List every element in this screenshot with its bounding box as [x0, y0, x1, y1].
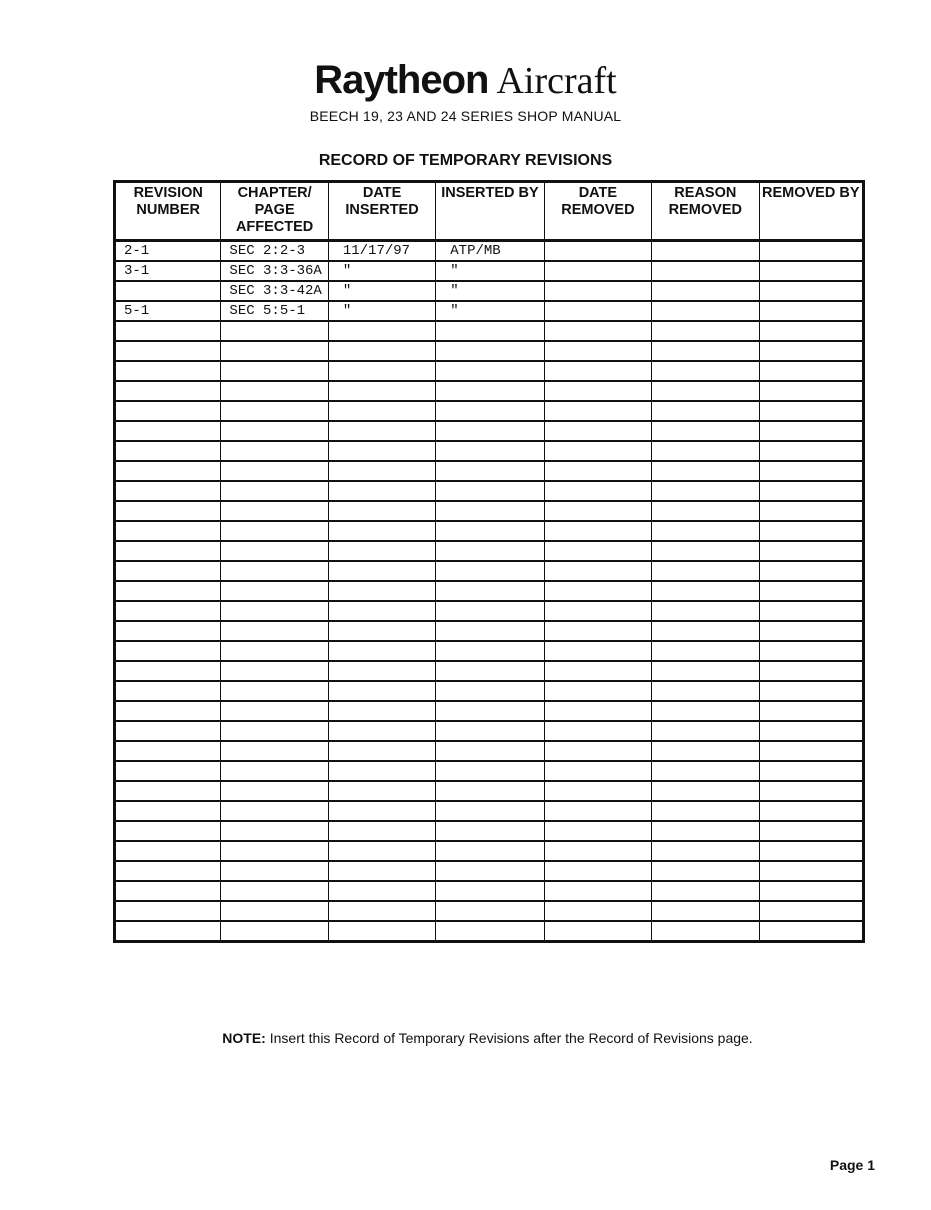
table-cell [221, 581, 328, 601]
table-row-blank [115, 621, 864, 641]
table-row-blank [115, 361, 864, 381]
table-cell [759, 741, 863, 761]
table-cell [652, 801, 759, 821]
table-cell [328, 841, 435, 861]
note-label: NOTE: [222, 1030, 266, 1046]
table-cell [652, 861, 759, 881]
table-cell [115, 581, 221, 601]
table-cell [759, 761, 863, 781]
table-cell [115, 561, 221, 581]
table-cell [436, 381, 544, 401]
table-cell [115, 641, 221, 661]
table-cell [544, 381, 651, 401]
table-cell [759, 841, 863, 861]
table-cell [544, 721, 651, 741]
table-row-blank [115, 481, 864, 501]
table-cell [328, 541, 435, 561]
table-cell [544, 581, 651, 601]
table-cell [544, 861, 651, 881]
table-row-blank [115, 881, 864, 901]
column-header-reason-removed: REASON REMOVED [652, 182, 759, 241]
table-cell [221, 621, 328, 641]
table-cell [652, 421, 759, 441]
table-cell [544, 561, 651, 581]
table-cell [544, 321, 651, 341]
note-text: Insert this Record of Temporary Revisions after the Record of Revisions page. [265, 1030, 753, 1046]
table-cell [759, 481, 863, 501]
table-row-blank [115, 381, 864, 401]
table-cell [436, 421, 544, 441]
table-cell [328, 621, 435, 641]
table-row-blank [115, 821, 864, 841]
table-cell [436, 761, 544, 781]
table-cell [221, 761, 328, 781]
table-cell [652, 661, 759, 681]
table-cell [328, 801, 435, 821]
table-cell [652, 361, 759, 381]
table-cell [544, 701, 651, 721]
table-cell [544, 521, 651, 541]
table-cell [652, 901, 759, 921]
table-row-blank [115, 441, 864, 461]
table-row-blank [115, 561, 864, 581]
table-cell [115, 861, 221, 881]
table-cell [759, 241, 863, 262]
logo-brand: Raytheon [314, 58, 489, 102]
table-cell [436, 361, 544, 381]
table-cell [544, 441, 651, 461]
table-cell [115, 681, 221, 701]
table-row-blank [115, 641, 864, 661]
table-cell [328, 741, 435, 761]
table-cell [328, 501, 435, 521]
table-cell [652, 481, 759, 501]
table-cell [759, 681, 863, 701]
table-cell [759, 801, 863, 821]
table-cell [544, 921, 651, 942]
table-cell [652, 701, 759, 721]
table-cell [544, 841, 651, 861]
table-cell [115, 421, 221, 441]
table-cell [221, 861, 328, 881]
table-row [115, 261, 864, 281]
table-cell [652, 261, 759, 281]
table-cell [652, 761, 759, 781]
table-cell [759, 881, 863, 901]
table-cell [544, 641, 651, 661]
table-cell [328, 821, 435, 841]
table-row-blank [115, 521, 864, 541]
table-cell [115, 541, 221, 561]
table-cell [544, 281, 651, 301]
table-cell [652, 681, 759, 701]
table-cell [759, 721, 863, 741]
table-cell [115, 341, 221, 361]
table-cell [544, 361, 651, 381]
table-cell [759, 701, 863, 721]
table-cell [221, 541, 328, 561]
table-cell [115, 741, 221, 761]
table-cell: " [328, 281, 435, 301]
table-row [115, 281, 864, 301]
table-cell [652, 401, 759, 421]
table-cell [759, 461, 863, 481]
table-cell [652, 381, 759, 401]
table-cell [328, 901, 435, 921]
table-cell [652, 881, 759, 901]
table-cell [652, 541, 759, 561]
table-cell [759, 441, 863, 461]
table-cell [436, 521, 544, 541]
table-cell [544, 261, 651, 281]
table-cell [221, 641, 328, 661]
table-cell [221, 681, 328, 701]
table-row-blank [115, 841, 864, 861]
table-cell [436, 341, 544, 361]
table-cell [328, 361, 435, 381]
table-row-blank [115, 501, 864, 521]
table-cell [328, 441, 435, 461]
table-cell: " [436, 281, 544, 301]
table-cell [759, 261, 863, 281]
table-cell [115, 441, 221, 461]
table-cell [115, 841, 221, 861]
column-header-removed-by: REMOVED BY [759, 182, 863, 241]
table-cell [221, 441, 328, 461]
table-cell: SEC 2:2-3 [221, 241, 328, 262]
table-cell [652, 341, 759, 361]
table-cell [759, 341, 863, 361]
table-cell [436, 681, 544, 701]
column-header-chapter-page: CHAPTER/ PAGE AFFECTED [221, 182, 328, 241]
table-row-blank [115, 581, 864, 601]
table-cell [544, 461, 651, 481]
page-number: Page 1 [829, 1157, 875, 1173]
table-cell [115, 401, 221, 421]
table-cell [544, 401, 651, 421]
table-cell [328, 481, 435, 501]
table-cell [221, 521, 328, 541]
table-cell [652, 741, 759, 761]
table-cell [436, 741, 544, 761]
table-cell [328, 701, 435, 721]
table-cell [544, 301, 651, 321]
table-cell [115, 321, 221, 341]
table-cell: 11/17/97 [328, 241, 435, 262]
table-row-blank [115, 701, 864, 721]
table-cell: SEC 5:5-1 [221, 301, 328, 321]
page-title: RECORD OF TEMPORARY REVISIONS [318, 152, 613, 169]
table-cell [544, 801, 651, 821]
table-cell [759, 921, 863, 942]
table-cell [436, 701, 544, 721]
table-row-blank [115, 401, 864, 421]
table-cell [115, 821, 221, 841]
table-cell [652, 321, 759, 341]
table-cell [221, 881, 328, 901]
table-cell [328, 921, 435, 942]
column-header-revision-number: REVISION NUMBER [115, 182, 221, 241]
table-cell [115, 501, 221, 521]
column-header-date-inserted: DATE INSERTED [328, 182, 435, 241]
table-row-blank [115, 741, 864, 761]
table-row-blank [115, 541, 864, 561]
table-cell [221, 701, 328, 721]
table-cell [115, 701, 221, 721]
column-header-inserted-by: INSERTED BY [436, 182, 544, 241]
table-cell [544, 421, 651, 441]
table-cell: ATP/MB [436, 241, 544, 262]
table-cell [652, 241, 759, 262]
table-cell [221, 321, 328, 341]
table-row-blank [115, 681, 864, 701]
table-cell [544, 541, 651, 561]
table-cell [115, 521, 221, 541]
table-cell [221, 781, 328, 801]
table-cell [436, 641, 544, 661]
table-cell [221, 401, 328, 421]
table-header-row [115, 182, 864, 241]
table-row-blank [115, 801, 864, 821]
table-cell [328, 721, 435, 741]
table-cell [221, 741, 328, 761]
table-cell [328, 641, 435, 661]
table-cell [115, 921, 221, 942]
table-cell [328, 561, 435, 581]
table-cell [759, 641, 863, 661]
table-cell [436, 441, 544, 461]
table-cell [652, 841, 759, 861]
table-cell [115, 781, 221, 801]
table-cell [115, 361, 221, 381]
raytheon-aircraft-logo [0, 58, 931, 111]
table-cell [544, 481, 651, 501]
table-row-blank [115, 601, 864, 621]
table-cell: " [328, 301, 435, 321]
logo-suffix: Aircraft [496, 60, 617, 102]
table-cell [328, 781, 435, 801]
table-cell [328, 761, 435, 781]
table-cell [328, 881, 435, 901]
table-cell [221, 921, 328, 942]
table-row-blank [115, 661, 864, 681]
table-cell [544, 901, 651, 921]
table-cell: 3-1 [115, 261, 221, 281]
table-cell [115, 461, 221, 481]
table-cell [436, 721, 544, 741]
table-row [115, 241, 864, 262]
table-cell [652, 921, 759, 942]
table-cell [652, 561, 759, 581]
table-cell [221, 341, 328, 361]
table-cell [221, 801, 328, 821]
table-cell [328, 381, 435, 401]
table-cell [221, 361, 328, 381]
table-cell: SEC 3:3-36A [221, 261, 328, 281]
table-cell [221, 421, 328, 441]
table-cell [436, 501, 544, 521]
table-cell [759, 561, 863, 581]
table-cell [759, 821, 863, 841]
table-cell [115, 881, 221, 901]
table-cell [436, 821, 544, 841]
table-cell [759, 361, 863, 381]
table-cell [759, 521, 863, 541]
table-row-blank [115, 901, 864, 921]
table-cell [544, 741, 651, 761]
table-cell [436, 861, 544, 881]
table-cell [115, 661, 221, 681]
table-cell [436, 841, 544, 861]
table-cell [544, 341, 651, 361]
table-cell [328, 401, 435, 421]
table-cell [544, 761, 651, 781]
table-cell [544, 241, 651, 262]
table-row-blank [115, 721, 864, 741]
table-cell [221, 501, 328, 521]
table-cell: SEC 3:3-42A [221, 281, 328, 301]
table-cell [759, 901, 863, 921]
table-row-blank [115, 341, 864, 361]
table-cell [115, 481, 221, 501]
table-cell [652, 301, 759, 321]
table-cell [759, 321, 863, 341]
table-cell [328, 581, 435, 601]
table-cell [436, 541, 544, 561]
table-cell [115, 901, 221, 921]
table-cell [436, 621, 544, 641]
table-cell [544, 821, 651, 841]
table-cell [652, 601, 759, 621]
table-cell [652, 501, 759, 521]
table-cell [221, 661, 328, 681]
table-cell [759, 621, 863, 641]
table-cell [115, 601, 221, 621]
table-cell [221, 721, 328, 741]
table-cell [652, 621, 759, 641]
table-cell [544, 781, 651, 801]
table-cell [436, 881, 544, 901]
table-row [115, 301, 864, 321]
table-cell [115, 281, 221, 301]
table-row-blank [115, 861, 864, 881]
table-cell [544, 881, 651, 901]
table-cell [436, 781, 544, 801]
table-cell [221, 601, 328, 621]
table-cell [115, 381, 221, 401]
table-cell [652, 521, 759, 541]
table-cell [652, 721, 759, 741]
table-cell [652, 461, 759, 481]
table-cell: " [436, 301, 544, 321]
table-cell [759, 861, 863, 881]
table-cell [328, 661, 435, 681]
table-cell [115, 761, 221, 781]
table-cell [436, 321, 544, 341]
table-cell [759, 281, 863, 301]
table-cell [328, 681, 435, 701]
table-cell [652, 581, 759, 601]
table-cell [759, 581, 863, 601]
table-cell [652, 441, 759, 461]
table-cell [328, 861, 435, 881]
table-cell: 5-1 [115, 301, 221, 321]
table-cell [759, 541, 863, 561]
table-row-blank [115, 921, 864, 942]
table-cell [436, 561, 544, 581]
table-cell [759, 601, 863, 621]
table-row-blank [115, 781, 864, 801]
table-cell: 2-1 [115, 241, 221, 262]
table-cell [652, 281, 759, 301]
table-cell [759, 661, 863, 681]
table-cell [436, 801, 544, 821]
table-cell [221, 561, 328, 581]
table-cell [544, 621, 651, 641]
table-cell [759, 421, 863, 441]
table-cell [436, 901, 544, 921]
table-cell [544, 681, 651, 701]
column-header-date-removed: DATE REMOVED [544, 182, 651, 241]
table-row-blank [115, 761, 864, 781]
table-cell [221, 481, 328, 501]
table-cell [221, 461, 328, 481]
manual-subtitle: BEECH 19, 23 AND 24 SERIES SHOP MANUAL [309, 108, 622, 124]
temporary-revisions-table [113, 180, 865, 943]
table-cell [221, 841, 328, 861]
table-cell [759, 501, 863, 521]
table-cell [544, 601, 651, 621]
table-cell [652, 781, 759, 801]
table-cell [652, 641, 759, 661]
table-cell [436, 581, 544, 601]
table-row-blank [115, 421, 864, 441]
table-cell [759, 301, 863, 321]
table-cell [328, 421, 435, 441]
table-cell [436, 461, 544, 481]
table-cell [759, 401, 863, 421]
table-cell: " [328, 261, 435, 281]
table-cell [544, 501, 651, 521]
table-cell [328, 521, 435, 541]
table-cell [221, 901, 328, 921]
footer-note [0, 1030, 931, 1046]
table-cell [115, 721, 221, 741]
table-cell [115, 801, 221, 821]
table-cell [436, 661, 544, 681]
table-cell [652, 821, 759, 841]
table-cell [328, 461, 435, 481]
table-row-blank [115, 461, 864, 481]
table-cell [436, 481, 544, 501]
table-cell [759, 781, 863, 801]
table-cell [544, 661, 651, 681]
table-cell [328, 601, 435, 621]
table-cell [436, 401, 544, 421]
table-cell [328, 341, 435, 361]
table-cell [759, 381, 863, 401]
table-row-blank [115, 321, 864, 341]
table-cell: " [436, 261, 544, 281]
table-cell [221, 381, 328, 401]
table-cell [221, 821, 328, 841]
table-cell [328, 321, 435, 341]
table-cell [436, 921, 544, 942]
table-cell [436, 601, 544, 621]
table-cell [115, 621, 221, 641]
